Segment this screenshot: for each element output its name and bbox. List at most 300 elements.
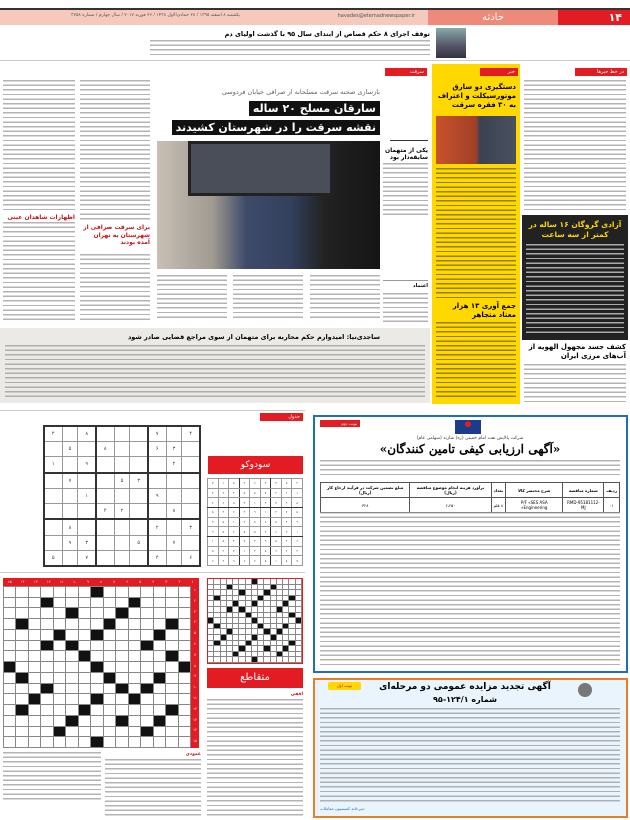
crossword-cell[interactable] bbox=[29, 608, 41, 619]
sudoku-row bbox=[208, 556, 303, 566]
crossword-cell[interactable] bbox=[129, 737, 141, 748]
crossword-cell[interactable] bbox=[54, 641, 66, 652]
crossword-number: ۸ bbox=[194, 663, 196, 668]
crossword-cell[interactable] bbox=[104, 737, 116, 748]
crossword-black-cell[interactable] bbox=[179, 662, 191, 673]
crossword-black-cell[interactable] bbox=[16, 705, 28, 716]
crossword-cell[interactable] bbox=[129, 641, 141, 652]
crossword-cell[interactable] bbox=[91, 651, 103, 662]
crossword-cell bbox=[296, 657, 302, 663]
crossword-cell[interactable] bbox=[66, 673, 78, 684]
crossword-cell[interactable] bbox=[16, 662, 28, 673]
crossword-cell[interactable] bbox=[129, 662, 141, 673]
crossword-cell[interactable] bbox=[166, 630, 178, 641]
crossword-cell[interactable] bbox=[66, 630, 78, 641]
crossword-cell[interactable] bbox=[54, 651, 66, 662]
crossword-cell[interactable] bbox=[104, 694, 116, 705]
crossword-cell[interactable] bbox=[141, 705, 153, 716]
crossword-cell[interactable] bbox=[79, 727, 91, 738]
crossword-cell[interactable] bbox=[54, 684, 66, 695]
sudoku-row bbox=[208, 479, 303, 489]
crossword-cell[interactable] bbox=[179, 716, 191, 727]
crossword-cell[interactable] bbox=[129, 716, 141, 727]
crossword-black-cell[interactable] bbox=[16, 619, 28, 630]
crossword-cell[interactable] bbox=[141, 608, 153, 619]
crossword-cell[interactable] bbox=[116, 737, 128, 748]
crossword-cell[interactable] bbox=[16, 630, 28, 641]
crossword-cell[interactable] bbox=[4, 673, 16, 684]
crossword-cell[interactable] bbox=[104, 641, 116, 652]
crossword-cell[interactable] bbox=[104, 716, 116, 727]
sudoku-cell bbox=[166, 550, 182, 566]
sudoku-cell bbox=[148, 473, 166, 489]
sudoku-cell: ۵ bbox=[281, 479, 292, 489]
crossword-cell[interactable] bbox=[4, 651, 16, 662]
crossword-cell[interactable] bbox=[91, 673, 103, 684]
crossword-cell[interactable] bbox=[16, 641, 28, 652]
sudoku-cell bbox=[44, 473, 62, 489]
crossword-cell[interactable] bbox=[141, 619, 153, 630]
crossword-black-cell[interactable] bbox=[154, 673, 166, 684]
sudoku-cell: ۱ bbox=[218, 479, 229, 489]
crossword-cell[interactable] bbox=[141, 587, 153, 598]
crossword-cell[interactable] bbox=[116, 630, 128, 641]
crossword-cell[interactable] bbox=[154, 598, 166, 609]
crossword-cell[interactable] bbox=[41, 651, 53, 662]
crossword-cell[interactable] bbox=[154, 684, 166, 695]
crossword-cell[interactable] bbox=[4, 598, 16, 609]
crossword-black-cell[interactable] bbox=[91, 630, 103, 641]
crossword-cell[interactable] bbox=[129, 673, 141, 684]
crossword-cell[interactable] bbox=[141, 716, 153, 727]
tender-table-cell: ۶،۲۵۰ bbox=[410, 498, 491, 513]
crossword-black-cell[interactable] bbox=[16, 673, 28, 684]
crossword-black-cell[interactable] bbox=[66, 716, 78, 727]
crossword-cell[interactable] bbox=[179, 619, 191, 630]
crossword-cell[interactable] bbox=[179, 608, 191, 619]
crossword-black-cell[interactable] bbox=[141, 684, 153, 695]
crossword-black-cell[interactable] bbox=[29, 694, 41, 705]
page-number: ۱۴ bbox=[558, 10, 630, 25]
crossword-cell[interactable] bbox=[4, 630, 16, 641]
sudoku-cell: ۴ bbox=[260, 527, 271, 537]
crossword-cell[interactable] bbox=[66, 598, 78, 609]
crossword-cell[interactable] bbox=[129, 727, 141, 738]
crossword-cell[interactable] bbox=[154, 705, 166, 716]
sudoku-cell: ۵ bbox=[218, 517, 229, 527]
sudoku-cell: ۱ bbox=[250, 498, 261, 508]
crossword-cell[interactable] bbox=[54, 705, 66, 716]
crossword-cell[interactable] bbox=[166, 598, 178, 609]
crossword-cell[interactable] bbox=[29, 673, 41, 684]
crossword-cell[interactable] bbox=[66, 662, 78, 673]
crossword-cell[interactable] bbox=[179, 737, 191, 748]
crossword-cell[interactable] bbox=[16, 737, 28, 748]
crossword-black-cell[interactable] bbox=[91, 587, 103, 598]
crossword-cell[interactable] bbox=[116, 587, 128, 598]
crossword-black-cell[interactable] bbox=[91, 662, 103, 673]
crossword-number: ۳ bbox=[165, 580, 168, 584]
crossword-cell[interactable] bbox=[29, 684, 41, 695]
crossword-black-cell[interactable] bbox=[54, 630, 66, 641]
sudoku-cell bbox=[96, 473, 114, 489]
crossword-cell[interactable] bbox=[79, 630, 91, 641]
crossword-cell[interactable] bbox=[41, 619, 53, 630]
sudoku-puzzle bbox=[43, 425, 201, 567]
crossword-cell[interactable] bbox=[104, 705, 116, 716]
crossword-cell[interactable] bbox=[41, 705, 53, 716]
crossword-black-cell[interactable] bbox=[41, 598, 53, 609]
crossword-cell[interactable] bbox=[104, 598, 116, 609]
crossword-cell[interactable] bbox=[41, 727, 53, 738]
down-heading: عمودی bbox=[185, 752, 201, 757]
down-clues-1 bbox=[105, 759, 201, 817]
headline-body-found: کشف جسد مجهول الهویه از آب‌های مرزی ایران bbox=[528, 343, 626, 361]
crossword-cell[interactable] bbox=[29, 727, 41, 738]
crossword-black-cell[interactable] bbox=[41, 684, 53, 695]
crossword-cell[interactable] bbox=[91, 684, 103, 695]
sudoku-cell bbox=[78, 503, 96, 519]
crossword-cell[interactable] bbox=[66, 705, 78, 716]
crossword-cell[interactable] bbox=[79, 673, 91, 684]
crossword-cell[interactable] bbox=[129, 684, 141, 695]
crossword-cell[interactable] bbox=[91, 727, 103, 738]
crossword-cell[interactable] bbox=[91, 641, 103, 652]
crossword-cell[interactable] bbox=[66, 737, 78, 748]
crossword-cell[interactable] bbox=[154, 727, 166, 738]
crossword-cell[interactable] bbox=[91, 705, 103, 716]
crossword-black-cell[interactable] bbox=[116, 684, 128, 695]
crossword-cell[interactable] bbox=[141, 673, 153, 684]
crossword-cell[interactable] bbox=[79, 619, 91, 630]
crossword-cell[interactable] bbox=[16, 608, 28, 619]
crossword-cell[interactable] bbox=[141, 737, 153, 748]
crossword-black-cell[interactable] bbox=[104, 673, 116, 684]
crossword-cell[interactable] bbox=[16, 716, 28, 727]
crossword-cell[interactable] bbox=[29, 641, 41, 652]
crossword-cell[interactable] bbox=[29, 619, 41, 630]
crossword-cell[interactable] bbox=[104, 662, 116, 673]
crossword-cell[interactable] bbox=[129, 608, 141, 619]
crossword-cell[interactable] bbox=[4, 619, 16, 630]
crossword-cell[interactable] bbox=[166, 694, 178, 705]
section-label: سرقت bbox=[385, 68, 427, 76]
crossword-cell[interactable] bbox=[179, 651, 191, 662]
crossword-cell[interactable] bbox=[179, 694, 191, 705]
crossword-cell[interactable] bbox=[179, 630, 191, 641]
crossword-cell[interactable] bbox=[29, 630, 41, 641]
crossword-cell[interactable] bbox=[166, 608, 178, 619]
crossword-cell[interactable] bbox=[141, 694, 153, 705]
sudoku-row bbox=[44, 550, 200, 566]
crossword-cell[interactable] bbox=[54, 694, 66, 705]
crossword-cell[interactable] bbox=[154, 737, 166, 748]
tender-table-cell: شرح مختصر کالا bbox=[506, 483, 563, 498]
crossword-cell[interactable] bbox=[166, 662, 178, 673]
crossword-cell[interactable] bbox=[41, 608, 53, 619]
crossword-cell[interactable] bbox=[104, 587, 116, 598]
crossword-cell[interactable] bbox=[141, 630, 153, 641]
sudoku-cell: ۶ bbox=[281, 488, 292, 498]
crossword-number: ۱ bbox=[191, 580, 194, 584]
sudoku-title: سودوکو bbox=[208, 456, 303, 474]
crossword-cell[interactable] bbox=[79, 716, 91, 727]
crossword-cell[interactable] bbox=[29, 662, 41, 673]
crossword-cell[interactable] bbox=[166, 641, 178, 652]
sudoku-cell: ۱ bbox=[44, 457, 62, 473]
sudoku-cell bbox=[96, 489, 114, 504]
crossword-number: ۱۴ bbox=[193, 728, 197, 733]
crossword-cell[interactable] bbox=[41, 630, 53, 641]
sudoku-cell: ۲ bbox=[166, 457, 182, 473]
section-title: حادثه bbox=[428, 10, 558, 25]
crossword-cell[interactable] bbox=[41, 694, 53, 705]
sudoku-cell: ۵ bbox=[250, 527, 261, 537]
sudoku-cell: ۴ bbox=[260, 479, 271, 489]
crossword-cell[interactable] bbox=[154, 587, 166, 598]
crossword-cell[interactable] bbox=[179, 587, 191, 598]
crossword-cell[interactable] bbox=[41, 673, 53, 684]
crossword-cell[interactable] bbox=[141, 598, 153, 609]
crossword-cell[interactable] bbox=[179, 705, 191, 716]
crossword-cell[interactable] bbox=[116, 619, 128, 630]
tender-table-cell: ۸ قلم bbox=[491, 498, 506, 513]
crossword-cell[interactable] bbox=[29, 705, 41, 716]
sudoku-cell: ۷ bbox=[239, 536, 250, 546]
tender-table-cell: شماره مناقصه bbox=[563, 483, 604, 498]
crossword-cell[interactable] bbox=[166, 684, 178, 695]
crossword-black-cell[interactable] bbox=[154, 630, 166, 641]
crossword-black-cell[interactable] bbox=[79, 651, 91, 662]
tender-table-cell: مبلغ تضمین شرکت در فرآیند ارجاع کار (ریال) bbox=[321, 483, 410, 498]
crossword-black-cell[interactable] bbox=[154, 716, 166, 727]
sudoku-cell bbox=[130, 503, 148, 519]
crossword-cell[interactable] bbox=[166, 587, 178, 598]
crossword-cell[interactable] bbox=[166, 727, 178, 738]
crossword-cell[interactable] bbox=[16, 694, 28, 705]
sudoku-cell: ۳ bbox=[239, 507, 250, 517]
crossword-cell[interactable] bbox=[16, 684, 28, 695]
sudoku-cell: ۶ bbox=[271, 527, 282, 537]
crossword-black-cell[interactable] bbox=[141, 641, 153, 652]
sudoku-cell bbox=[78, 473, 96, 489]
crossword-black-cell[interactable] bbox=[116, 716, 128, 727]
crossword-black-cell[interactable] bbox=[41, 641, 53, 652]
puzzles-label: جدول bbox=[260, 413, 303, 421]
crossword-cell[interactable] bbox=[29, 737, 41, 748]
crossword-black-cell[interactable] bbox=[66, 641, 78, 652]
crossword-cell[interactable] bbox=[16, 651, 28, 662]
crossword-cell[interactable] bbox=[141, 651, 153, 662]
crossword-cell[interactable] bbox=[154, 608, 166, 619]
page-header bbox=[0, 8, 630, 25]
crossword-black-cell[interactable] bbox=[54, 727, 66, 738]
crossword-black-cell[interactable] bbox=[166, 619, 178, 630]
crossword-cell[interactable] bbox=[54, 662, 66, 673]
crossword-cell[interactable] bbox=[104, 727, 116, 738]
crossword-cell[interactable] bbox=[166, 716, 178, 727]
crossword-cell[interactable] bbox=[66, 651, 78, 662]
sudoku-cell: ۳ bbox=[250, 536, 261, 546]
crossword-cell[interactable] bbox=[179, 641, 191, 652]
crossword-cell[interactable] bbox=[116, 651, 128, 662]
crossword-cell[interactable] bbox=[104, 684, 116, 695]
crossword-black-cell[interactable] bbox=[4, 662, 16, 673]
crossword-cell[interactable] bbox=[66, 619, 78, 630]
crossword-cell[interactable] bbox=[154, 651, 166, 662]
crossword-cell[interactable] bbox=[116, 694, 128, 705]
crossword-cell[interactable] bbox=[4, 587, 16, 598]
crossword-cell[interactable] bbox=[54, 673, 66, 684]
crossword-cell[interactable] bbox=[54, 608, 66, 619]
crossword-cell[interactable] bbox=[91, 619, 103, 630]
crossword-number: ۱۵ bbox=[193, 739, 197, 744]
crossword-cell[interactable] bbox=[129, 619, 141, 630]
crossword-cell[interactable] bbox=[41, 662, 53, 673]
crossword-cell[interactable] bbox=[104, 630, 116, 641]
sudoku-cell bbox=[114, 550, 130, 566]
tender-table-row bbox=[321, 483, 620, 498]
crossword-cell[interactable] bbox=[4, 608, 16, 619]
crossword-cell[interactable] bbox=[116, 727, 128, 738]
crossword-cell[interactable] bbox=[179, 673, 191, 684]
sudoku-cell bbox=[114, 442, 130, 457]
crossword-cell[interactable] bbox=[116, 673, 128, 684]
crossword-cell[interactable] bbox=[79, 684, 91, 695]
crossword-cell[interactable] bbox=[129, 651, 141, 662]
crossword-cell[interactable] bbox=[104, 651, 116, 662]
crossword-number: ۹ bbox=[194, 674, 196, 679]
sudoku-cell bbox=[96, 550, 114, 566]
sudoku-row bbox=[44, 519, 200, 535]
crossword-cell[interactable] bbox=[91, 598, 103, 609]
crossword-cell[interactable] bbox=[66, 684, 78, 695]
crossword-cell[interactable] bbox=[179, 684, 191, 695]
crossword-cell[interactable] bbox=[129, 630, 141, 641]
subhead-origin: برای سرقت صرافی از شهرستان به تهران آمده بودند bbox=[80, 224, 150, 247]
crossword-cell[interactable] bbox=[66, 694, 78, 705]
crossword-cell[interactable] bbox=[104, 608, 116, 619]
crossword-cell[interactable] bbox=[54, 587, 66, 598]
sudoku-cell: ۴ bbox=[239, 498, 250, 508]
crossword-cell[interactable] bbox=[91, 608, 103, 619]
crossword-cell[interactable] bbox=[116, 705, 128, 716]
crossword-cell[interactable] bbox=[116, 641, 128, 652]
crossword-cell[interactable] bbox=[79, 694, 91, 705]
crossword-cell[interactable] bbox=[154, 619, 166, 630]
crossword-number: ۷ bbox=[194, 652, 196, 657]
crossword-cell[interactable] bbox=[41, 716, 53, 727]
crossword-cell[interactable] bbox=[129, 587, 141, 598]
crossword-cell[interactable] bbox=[66, 587, 78, 598]
sudoku-cell: ۳ bbox=[208, 517, 219, 527]
crossword-cell[interactable] bbox=[116, 662, 128, 673]
crossword-cell[interactable] bbox=[79, 587, 91, 598]
crossword-cell[interactable] bbox=[4, 641, 16, 652]
crossword-black-cell[interactable] bbox=[66, 608, 78, 619]
crossword-cell[interactable] bbox=[4, 694, 16, 705]
crossword-cell[interactable] bbox=[4, 684, 16, 695]
sudoku-cell: ۹ bbox=[250, 507, 261, 517]
crossword-cell[interactable] bbox=[154, 662, 166, 673]
crossword-cell[interactable] bbox=[79, 641, 91, 652]
crossword-cell[interactable] bbox=[54, 619, 66, 630]
news-headline-2: جمع آوری ۱۳ هزار معتاد متجاهر bbox=[452, 302, 516, 320]
crossword-cell[interactable] bbox=[4, 727, 16, 738]
crossword-cell[interactable] bbox=[4, 716, 16, 727]
crossword-cell[interactable] bbox=[79, 608, 91, 619]
crossword-cell[interactable] bbox=[154, 694, 166, 705]
crossword-cell[interactable] bbox=[179, 727, 191, 738]
crossword-cell[interactable] bbox=[154, 641, 166, 652]
sudoku-cell: ۶ bbox=[218, 498, 229, 508]
crossword-cell[interactable] bbox=[16, 598, 28, 609]
crossword-black-cell[interactable] bbox=[79, 705, 91, 716]
crossword-cell[interactable] bbox=[54, 716, 66, 727]
crossword-cell[interactable] bbox=[54, 598, 66, 609]
crossword-cell[interactable] bbox=[41, 737, 53, 748]
crossword-cell[interactable] bbox=[129, 705, 141, 716]
crossword-cell[interactable] bbox=[16, 727, 28, 738]
across-clues bbox=[207, 699, 303, 817]
crossword-cell[interactable] bbox=[116, 598, 128, 609]
crossword-cell[interactable] bbox=[54, 737, 66, 748]
crossword-cell[interactable] bbox=[79, 662, 91, 673]
quote-headline: ساجدی‌نیا: امیدوارم حکم محاربه برای متهمان از سوی مراجع قضایی صادر شود bbox=[127, 333, 380, 341]
crossword-cell[interactable] bbox=[166, 737, 178, 748]
crossword-cell[interactable] bbox=[166, 673, 178, 684]
crossword-black-cell[interactable] bbox=[116, 608, 128, 619]
crossword-black-cell[interactable] bbox=[104, 619, 116, 630]
crossword-number: ۵ bbox=[194, 631, 196, 636]
crossword-cell[interactable] bbox=[79, 598, 91, 609]
crossword-cell[interactable] bbox=[29, 651, 41, 662]
crossword-cell[interactable] bbox=[79, 737, 91, 748]
crossword-cell[interactable] bbox=[29, 598, 41, 609]
crossword-black-cell[interactable] bbox=[166, 651, 178, 662]
tender-table-cell: ۳۲۸ bbox=[321, 498, 410, 513]
sudoku-cell: ۸ bbox=[229, 479, 240, 489]
crossword-cell[interactable] bbox=[41, 587, 53, 598]
crossword-cell[interactable] bbox=[179, 598, 191, 609]
crossword-black-cell[interactable] bbox=[129, 598, 141, 609]
sudoku-cell bbox=[114, 535, 130, 550]
crossword-black-cell[interactable] bbox=[166, 705, 178, 716]
crossword-cell[interactable] bbox=[91, 716, 103, 727]
crossword-cell[interactable] bbox=[4, 705, 16, 716]
sudoku-cell: ۳ bbox=[78, 535, 96, 550]
ad1-tag: نوبت دوم bbox=[320, 420, 360, 427]
sudoku-cell bbox=[182, 503, 200, 519]
crossword-black-cell[interactable] bbox=[91, 694, 103, 705]
crossword-cell[interactable] bbox=[29, 587, 41, 598]
crossword-cell[interactable] bbox=[4, 737, 16, 748]
crossword-cell[interactable] bbox=[29, 716, 41, 727]
columnist-photo bbox=[436, 28, 466, 58]
sudoku-row bbox=[44, 426, 200, 442]
crossword-number: ۲ bbox=[178, 580, 181, 584]
crossword-cell[interactable] bbox=[16, 587, 28, 598]
crossword-black-cell[interactable] bbox=[129, 694, 141, 705]
crossword-cell[interactable] bbox=[66, 727, 78, 738]
sudoku-cell: ۲ bbox=[281, 536, 292, 546]
crossword-number: ۶ bbox=[194, 641, 196, 646]
sudoku-cell bbox=[78, 442, 96, 457]
crossword-black-cell[interactable] bbox=[141, 727, 153, 738]
crossword-cell[interactable] bbox=[141, 662, 153, 673]
crossword-black-cell[interactable] bbox=[91, 737, 103, 748]
sudoku-cell: ۵ bbox=[114, 473, 130, 489]
